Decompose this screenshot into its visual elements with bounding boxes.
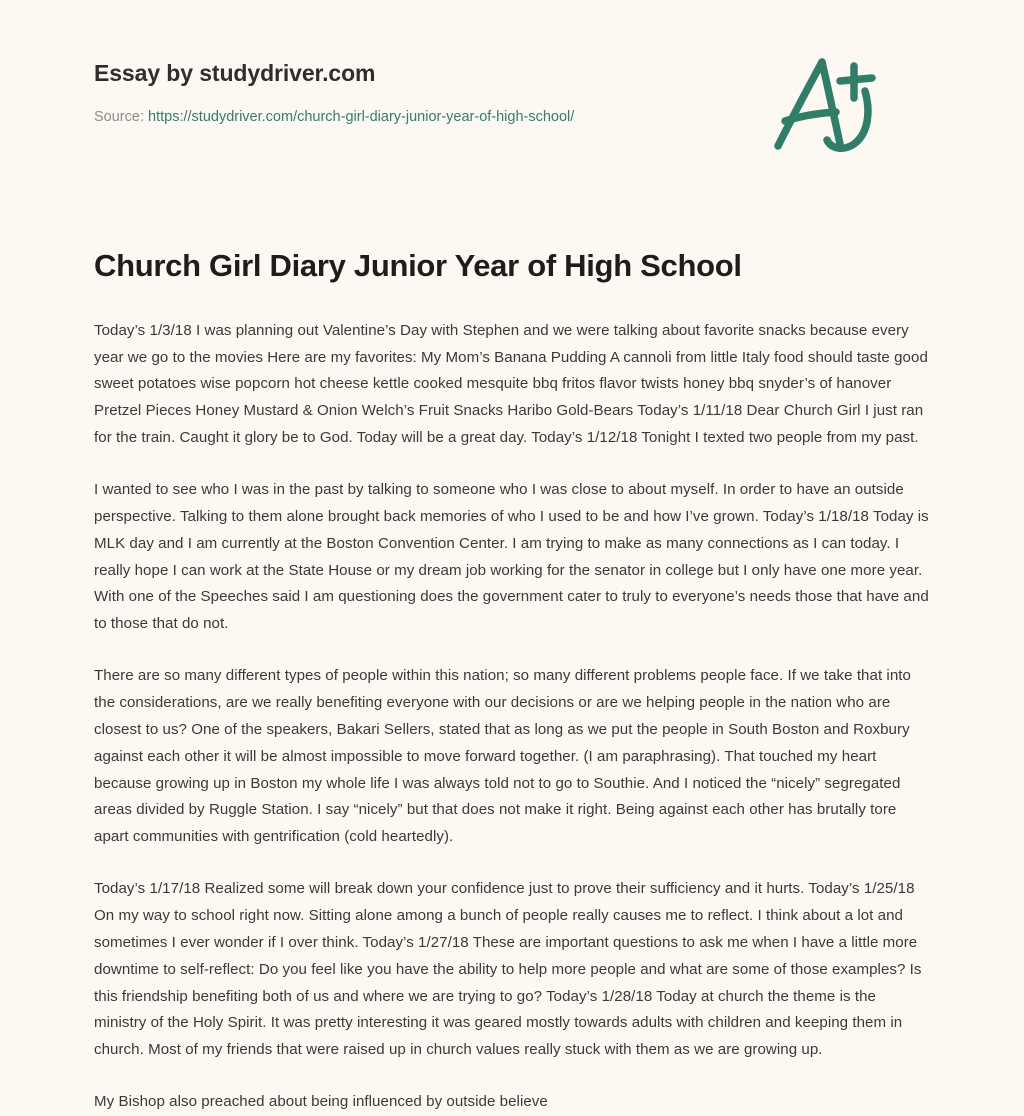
essay-paragraph: Today’s 1/17/18 Realized some will break down your confidence just to prove their sufficiency and it hurts. Today’s 1/25/18 On my way to school right now. Sitting alone among a bunch of people really causes me to reflect. I think about a lot and sometimes I ever wonder if I over think. Today’s 1/27/18 These are important questions to ask me when I have a little more downtime to self-reflect: Do you feel like you have the ability to help more people and what are some of those examples? Is this friendship benefiting both of us and where we are trying to go? Today’s 1/28/18 Today at church the theme is the ministry of the Holy Spirit. It was pretty interesting it was geared mostly towards adults with children and keeping them in church. Most of my friends that were raised up in church values really stuck with them as we are growing up. bbox=[94, 880, 922, 1059]
source-url-link[interactable]: https://studydriver.com/church-girl-diary-junior-year-of-high-school/ bbox=[148, 108, 575, 125]
essay-body bbox=[78, 318, 946, 1116]
page-title: Church Girl Diary Junior Year of High School bbox=[94, 248, 742, 283]
essay-paragraph: My Bishop also preached about being influenced by outside believe bbox=[94, 1093, 548, 1111]
essay-paragraph: Today’s 1/3/18 I was planning out Valentine’s Day with Stephen and we were talking about favorite snacks because every year we go to the movies Here are my favorites: My Mom’s Banana Pudding A cannoli from little Italy food should taste good sweet potatoes wise popcorn hot cheese kettle cooked mesquite bbq fritos flavor twists honey bbq snyder’s of hanover Pretzel Pieces Honey Mustard & Onion Welch’s Fruit Snacks Haribo Gold-Bears Today’s 1/11/18 Dear Church Girl I just ran for the train. Caught it glory be to God. Today will be a great day. Today’s 1/12/18 Tonight I texted two people from my past. bbox=[94, 321, 928, 447]
source-label: Source: bbox=[94, 108, 144, 125]
studydriver-a-plus-logo-icon[interactable] bbox=[768, 50, 888, 160]
essay-paragraph: I wanted to see who I was in the past by talking to someone who I was close to about myself. In order to have an outside perspective. Talking to them alone brought back memories of who I used to be and how I’ve grown. Today’s 1/18/18 Today is MLK day and I am currently at the Boston Convention Center. I am trying to make as many connections as I can today. I really hope I can work at the State House or my dream job working for the senator in college but I only have one more year. With one of the Speeches said I am questioning does the government cater to truly to everyone’s needs those that have and to those that do not. bbox=[94, 480, 929, 633]
essay-byline: Essay by studydriver.com bbox=[94, 60, 376, 86]
document-header bbox=[78, 0, 946, 130]
essay-paragraph: There are so many different types of people within this nation; so many different problems people face. If we take that into the considerations, are we really benefiting everyone with our decisions or are we helping people in the nation who are closest to us? One of the speakers, Bakari Sellers, stated that as long as we put the people in South Boston and Roxbury against each other it will be almost impossible to move forward together. (I am paraphrasing). That touched my heart because growing up in Boston my whole life I was always told not to go to Southie. And I noticed the “nicely” segregated areas divided by Ruggle Station. I say “nicely” but that does not make it right. Being against each other has brutally tore apart communities with gentrification (cold heartedly). bbox=[94, 667, 911, 846]
